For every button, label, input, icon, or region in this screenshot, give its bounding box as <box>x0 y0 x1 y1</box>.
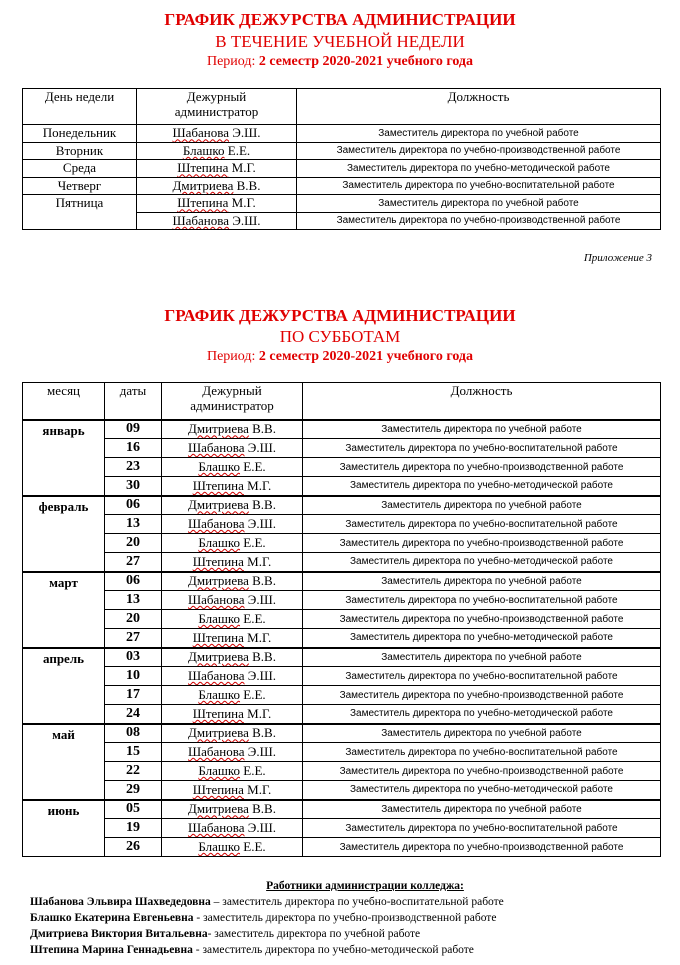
date-cell: 22 <box>105 762 162 781</box>
admin-surname: Шабанова <box>188 440 245 455</box>
table-row <box>23 534 661 553</box>
position-cell: Заместитель директора по учебно-воспитательной работе <box>303 591 661 610</box>
table-row <box>23 160 661 178</box>
position-cell: Заместитель директора по учебной работе <box>303 420 661 439</box>
position-cell: Заместитель директора по учебно-воспитательной работе <box>303 515 661 534</box>
admin-name-cell: Шабанова Э.Ш. <box>162 591 303 610</box>
admin-surname: Шабанова <box>188 668 245 683</box>
staff-list <box>30 878 670 958</box>
admin-surname: Дмитриева <box>188 649 249 665</box>
position-cell: Заместитель директора по учебной работе <box>303 572 661 591</box>
position-cell: Заместитель директора по учебной работе <box>297 125 661 143</box>
saturday-period-label: Период: <box>206 349 256 364</box>
weekly-header-row <box>23 89 661 125</box>
position-cell: Заместитель директора по учебно-методической работе <box>303 705 661 724</box>
month-cell: май <box>23 724 105 800</box>
position-cell: Заместитель директора по учебной работе <box>303 648 661 667</box>
admin-surname: Дмитриева <box>188 725 249 741</box>
admin-surname: Штепина <box>192 477 244 493</box>
table-row <box>23 629 661 648</box>
admin-name-cell: Дмитриева В.В. <box>137 177 297 195</box>
date-cell: 08 <box>105 724 162 743</box>
date-cell: 05 <box>105 800 162 819</box>
month-cell: январь <box>23 420 105 496</box>
admin-name-cell: Дмитриева В.В. <box>162 724 303 743</box>
date-cell: 29 <box>105 781 162 800</box>
admin-surname: Блашко <box>198 611 241 626</box>
admin-name-cell: Дмитриева В.В. <box>162 496 303 515</box>
position-cell: Заместитель директора по учебно-производственной работе <box>303 458 661 477</box>
admin-surname: Блашко <box>198 839 241 854</box>
staff-line <box>30 910 670 926</box>
position-cell: Заместитель директора по учебной работе <box>297 195 661 213</box>
admin-name-cell: Шабанова Э.Ш. <box>162 743 303 762</box>
admin-surname: Дмитриева <box>188 421 249 437</box>
date-cell: 19 <box>105 819 162 838</box>
date-cell: 20 <box>105 610 162 629</box>
admin-surname: Шабанова <box>172 212 229 228</box>
table-row <box>23 610 661 629</box>
position-cell: Заместитель директора по учебно-воспитательной работе <box>303 819 661 838</box>
position-cell: Заместитель директора по учебно-производственной работе <box>297 212 661 230</box>
admin-surname: Штепина <box>192 781 244 797</box>
table-row <box>23 819 661 838</box>
admin-surname: Блашко <box>198 535 241 550</box>
saturday-period-value: 2 семестр 2020-2021 учебного года <box>258 349 474 364</box>
position-cell: Заместитель директора по учебно-методической работе <box>303 477 661 496</box>
admin-name-cell: Штепина М.Г. <box>137 160 297 178</box>
table-row <box>23 781 661 800</box>
staff-name: Шабанова Эльвира Шахведедовна <box>30 896 211 908</box>
date-cell: 17 <box>105 686 162 705</box>
staff-role: - заместитель директора по учебно-производственной работе <box>193 912 497 924</box>
position-cell: Заместитель директора по учебно-воспитательной работе <box>303 667 661 686</box>
position-cell: Заместитель директора по учебно-методической работе <box>303 553 661 572</box>
weekly-period <box>0 54 680 70</box>
admin-name-cell: Дмитриева В.В. <box>162 572 303 591</box>
position-cell: Заместитель директора по учебно-методической работе <box>303 629 661 648</box>
position-cell: Заместитель директора по учебно-методической работе <box>303 781 661 800</box>
staff-line <box>30 942 670 958</box>
header-month: месяц <box>23 383 105 420</box>
admin-name-cell: Штепина М.Г. <box>162 553 303 572</box>
admin-surname: Дмитриева <box>188 497 249 513</box>
month-cell: июнь <box>23 800 105 857</box>
weekly-title: ГРАФИК ДЕЖУРСТВА АДМИНИСТРАЦИИ <box>164 10 516 29</box>
table-row <box>23 686 661 705</box>
admin-name-cell: Шабанова Э.Ш. <box>137 212 297 230</box>
saturday-period <box>0 349 680 365</box>
admin-surname: Дмитриева <box>172 177 234 193</box>
table-row <box>23 142 661 160</box>
month-cell: февраль <box>23 496 105 572</box>
table-row <box>23 591 661 610</box>
weekly-period-label: Период: <box>206 54 256 69</box>
saturday-header-row <box>23 383 661 420</box>
admin-name-cell: Блашко Е.Е. <box>162 610 303 629</box>
position-cell: Заместитель директора по учебно-производственной работе <box>303 762 661 781</box>
table-row <box>23 648 661 667</box>
position-cell: Заместитель директора по учебно-производственной работе <box>297 142 661 160</box>
table-row <box>23 458 661 477</box>
table-row <box>23 800 661 819</box>
date-cell: 16 <box>105 439 162 458</box>
weekly-duty-table <box>22 88 661 230</box>
admin-name-cell: Блашко Е.Е. <box>162 838 303 857</box>
position-cell: Заместитель директора по учебной работе <box>303 724 661 743</box>
staff-line <box>30 926 670 942</box>
header-position: Должность <box>297 89 661 125</box>
admin-name-cell: Шабанова Э.Ш. <box>162 819 303 838</box>
admin-surname: Дмитриева <box>188 801 249 817</box>
admin-name-cell: Штепина М.Г. <box>162 629 303 648</box>
date-cell: 27 <box>105 553 162 572</box>
admin-name-cell: Штепина М.Г. <box>162 477 303 496</box>
staff-role: - заместитель директора по учебно-методической работе <box>192 944 474 956</box>
admin-name-cell: Дмитриева В.В. <box>162 420 303 439</box>
position-cell: Заместитель директора по учебно-воспитательной работе <box>303 743 661 762</box>
month-cell: март <box>23 572 105 648</box>
date-cell: 13 <box>105 591 162 610</box>
table-row <box>23 724 661 743</box>
admin-name-cell: Дмитриева В.В. <box>162 648 303 667</box>
date-cell: 23 <box>105 458 162 477</box>
date-cell: 24 <box>105 705 162 724</box>
admin-name-cell: Штепина М.Г. <box>137 195 297 213</box>
staff-name: Дмитриева Виктория Витальевна <box>30 928 208 940</box>
saturday-duty-table <box>22 382 661 857</box>
position-cell: Заместитель директора по учебно-воспитательной работе <box>303 439 661 458</box>
date-cell: 20 <box>105 534 162 553</box>
admin-name-cell: Блашко Е.Е. <box>162 458 303 477</box>
admin-surname: Шабанова <box>188 592 245 607</box>
position-cell: Заместитель директора по учебно-производственной работе <box>303 838 661 857</box>
position-cell: Заместитель директора по учебно-производственной работе <box>303 610 661 629</box>
date-cell: 10 <box>105 667 162 686</box>
admin-name-cell: Шабанова Э.Ш. <box>162 515 303 534</box>
admin-surname: Блашко <box>198 687 241 702</box>
date-cell: 13 <box>105 515 162 534</box>
staff-name: Блашко Екатерина Евгеньевна <box>30 912 194 924</box>
admin-name-cell: Дмитриева В.В. <box>162 800 303 819</box>
table-row <box>23 125 661 143</box>
saturday-subtitle: ПО СУББОТАМ <box>279 327 401 346</box>
header-admin: Дежурный администратор <box>137 89 297 125</box>
admin-name-cell: Блашко Е.Е. <box>162 686 303 705</box>
staff-line <box>30 894 670 910</box>
position-cell: Заместитель директора по учебно-производственной работе <box>303 534 661 553</box>
day-cell: Пятница <box>23 195 137 230</box>
date-cell: 06 <box>105 572 162 591</box>
table-row <box>23 838 661 857</box>
position-cell: Заместитель директора по учебной работе <box>303 496 661 515</box>
admin-surname: Шабанова <box>188 516 245 531</box>
admin-surname: Шабанова <box>188 820 245 835</box>
saturday-title: ГРАФИК ДЕЖУРСТВА АДМИНИСТРАЦИИ <box>164 306 516 325</box>
date-cell: 15 <box>105 743 162 762</box>
table-row <box>23 177 661 195</box>
table-row <box>23 762 661 781</box>
table-row <box>23 553 661 572</box>
day-cell: Среда <box>23 160 137 178</box>
admin-name-cell: Блашко Е.Е. <box>162 762 303 781</box>
position-cell: Заместитель директора по учебно-производственной работе <box>303 686 661 705</box>
admin-surname: Блашко <box>198 763 241 778</box>
table-row <box>23 667 661 686</box>
staff-role: - заместитель директора по учебной работе <box>207 928 421 940</box>
date-cell: 30 <box>105 477 162 496</box>
table-row <box>23 439 661 458</box>
table-row <box>23 743 661 762</box>
header-position: Должность <box>303 383 661 420</box>
staff-name: Штепина Марина Геннадьевна <box>30 944 193 956</box>
admin-surname: Штепина <box>192 705 244 721</box>
admin-surname: Штепина <box>177 195 229 211</box>
table-row <box>23 572 661 591</box>
admin-name-cell: Штепина М.Г. <box>162 781 303 800</box>
table-row <box>23 420 661 439</box>
table-row <box>23 705 661 724</box>
staff-role: – заместитель директора по учебно-воспитательной работе <box>210 896 504 908</box>
date-cell: 26 <box>105 838 162 857</box>
weekly-subtitle: В ТЕЧЕНИЕ УЧЕБНОЙ НЕДЕЛИ <box>215 32 465 51</box>
table-row <box>23 477 661 496</box>
admin-surname: Блашко <box>182 142 225 158</box>
date-cell: 03 <box>105 648 162 667</box>
table-row <box>23 195 661 213</box>
day-cell: Четверг <box>23 177 137 195</box>
month-cell: апрель <box>23 648 105 724</box>
admin-name-cell: Шабанова Э.Ш. <box>162 439 303 458</box>
admin-name-cell: Шабанова Э.Ш. <box>137 125 297 143</box>
date-cell: 09 <box>105 420 162 439</box>
date-cell: 06 <box>105 496 162 515</box>
day-cell: Вторник <box>23 142 137 160</box>
admin-name-cell: Шабанова Э.Ш. <box>162 667 303 686</box>
position-cell: Заместитель директора по учебно-методической работе <box>297 160 661 178</box>
admin-name-cell: Штепина М.Г. <box>162 705 303 724</box>
admin-surname: Штепина <box>192 553 244 569</box>
annex-label: Приложение 3 <box>583 252 652 264</box>
admin-surname: Шабанова <box>188 744 245 759</box>
admin-surname: Штепина <box>192 629 244 645</box>
table-row <box>23 496 661 515</box>
staff-heading: Работники администрации колледжа: <box>266 880 464 892</box>
table-row <box>23 515 661 534</box>
position-cell: Заместитель директора по учебной работе <box>303 800 661 819</box>
admin-name-cell: Блашко Е.Е. <box>162 534 303 553</box>
date-cell: 27 <box>105 629 162 648</box>
header-admin: Дежурный администратор <box>162 383 303 420</box>
admin-name-cell: Блашко Е.Е. <box>137 142 297 160</box>
weekly-period-value: 2 семестр 2020-2021 учебного года <box>258 54 474 69</box>
admin-surname: Шабанова <box>172 125 229 141</box>
admin-surname: Блашко <box>198 459 241 474</box>
admin-surname: Дмитриева <box>188 573 249 589</box>
day-cell: Понедельник <box>23 125 137 143</box>
admin-surname: Штепина <box>177 160 229 176</box>
header-dates: даты <box>105 383 162 420</box>
header-day: День недели <box>23 89 137 125</box>
position-cell: Заместитель директора по учебно-воспитательной работе <box>297 177 661 195</box>
